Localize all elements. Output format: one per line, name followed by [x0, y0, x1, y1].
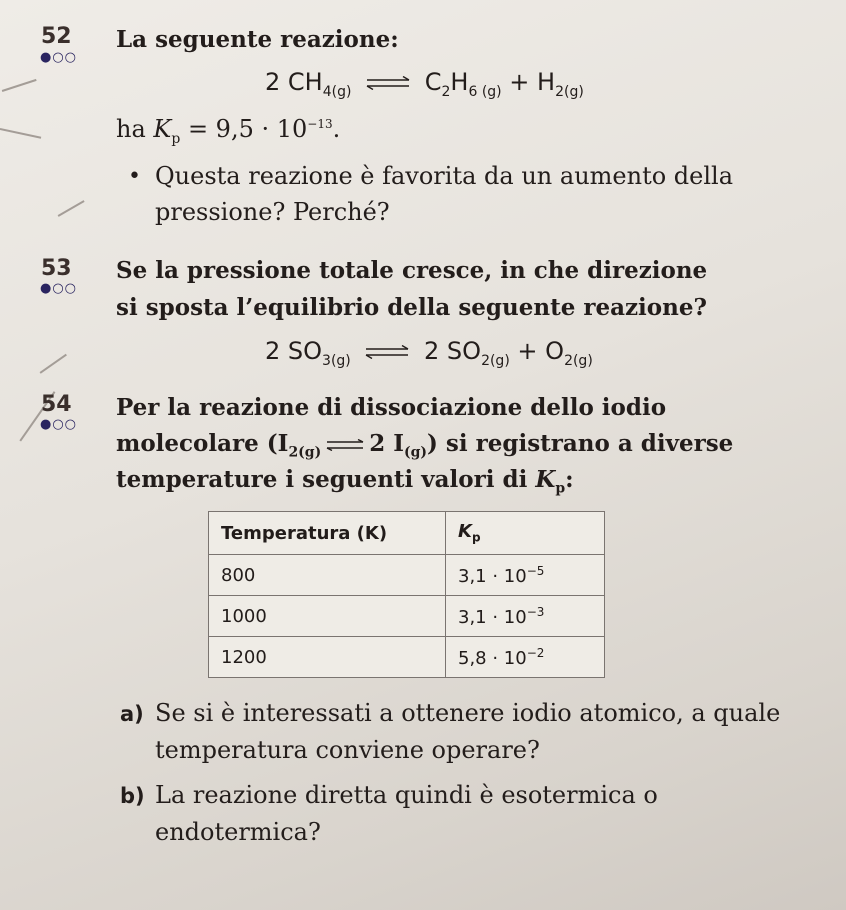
subscript: 2(g) — [288, 444, 322, 461]
subscript: p — [555, 480, 566, 497]
text: ) si registrano a diverse — [427, 430, 734, 457]
text: . — [332, 115, 341, 143]
subscript: 6 (g) — [468, 83, 502, 100]
exercise-intro: La seguente reazione: — [116, 26, 399, 53]
text: ha — [116, 115, 154, 143]
reaction-equation — [265, 337, 593, 369]
exercise-number: 54 — [41, 392, 72, 417]
kp-statement — [116, 115, 340, 147]
question-label: b) — [120, 784, 145, 808]
kp-cell — [446, 555, 605, 596]
table-row — [209, 637, 605, 678]
subscript: p — [471, 530, 481, 545]
difficulty-indicator: ●○○ — [40, 281, 78, 296]
exercise-text: si sposta l’equilibrio della seguente reazione? — [116, 294, 707, 321]
subscript: 2(g) — [564, 352, 593, 369]
coefficient: 2 — [265, 68, 281, 96]
question-line: temperatura conviene operare? — [155, 736, 540, 764]
kp-symbol: K — [153, 115, 172, 143]
header-kp — [446, 512, 605, 555]
question-label: a) — [120, 702, 144, 726]
formula: C — [424, 68, 442, 96]
reaction-equation — [265, 68, 584, 100]
kp-cell — [446, 596, 605, 637]
kp-cell — [446, 637, 605, 678]
exercise-number: 53 — [41, 256, 72, 281]
text: : — [565, 466, 574, 493]
equilibrium-arrows-icon — [364, 345, 410, 359]
margin-mark — [0, 128, 41, 138]
text: temperature i seguenti valori di — [116, 466, 536, 493]
question-line: pressione? Perché? — [155, 198, 390, 226]
plus-sign: + — [509, 68, 530, 96]
equilibrium-arrows-icon — [325, 439, 365, 451]
exercise-text: Se la pressione totale cresce, in che direzione — [116, 257, 708, 284]
formula: CH — [287, 68, 323, 96]
kp-mantissa: 3,1 · 10 — [458, 606, 527, 628]
question-line: endotermica? — [155, 818, 321, 846]
subscript: 2(g) — [555, 83, 584, 100]
subscript: 3(g) — [322, 352, 351, 369]
text: 2 I — [369, 430, 404, 457]
difficulty-indicator: ●○○ — [40, 417, 78, 432]
table-header-row — [209, 512, 605, 555]
exponent: −3 — [526, 604, 545, 619]
exponent: −5 — [526, 563, 545, 578]
temperature-cell: 1200 — [209, 637, 446, 678]
temperature-cell: 800 — [209, 555, 446, 596]
exercise-number: 52 — [41, 24, 72, 49]
temperature-cell: 1000 — [209, 596, 446, 637]
formula: 2 SO — [424, 337, 482, 365]
subscript: p — [171, 130, 181, 147]
exercise-text — [116, 430, 733, 461]
table-row — [209, 596, 605, 637]
equilibrium-arrows-icon — [365, 76, 411, 90]
subscript: 2 — [441, 83, 451, 100]
formula: H — [450, 68, 469, 96]
question-line: La reazione diretta quindi è esotermica o — [155, 781, 658, 809]
exercise-text — [116, 466, 574, 497]
difficulty-indicator: ●○○ — [40, 50, 78, 65]
formula: + O — [517, 337, 565, 365]
subscript: 4(g) — [322, 83, 352, 100]
kp-mantissa: 5,8 · 10 — [458, 647, 527, 669]
table-row — [209, 555, 605, 596]
subscript: (g) — [404, 444, 428, 461]
exponent: −13 — [307, 117, 333, 131]
text: molecolare (I — [116, 430, 289, 457]
margin-mark — [40, 354, 67, 374]
formula: 2 SO — [265, 337, 323, 365]
header-temperature: Temperatura (K) — [209, 512, 446, 555]
kp-mantissa: 3,1 · 10 — [458, 565, 527, 587]
subscript: 2(g) — [481, 352, 510, 369]
kp-symbol: K — [535, 466, 556, 493]
question-line: Questa reazione è favorita da un aumento della — [155, 162, 734, 190]
bullet-icon: • — [128, 164, 141, 189]
kp-table — [208, 511, 605, 678]
kp-value: = 9,5 · 10 — [180, 115, 308, 143]
question-line: Se si è interessati a ottenere iodio atomico, a quale — [155, 699, 781, 727]
exponent: −2 — [526, 645, 545, 660]
margin-mark — [2, 79, 37, 92]
formula: H — [537, 68, 556, 96]
margin-mark — [58, 200, 85, 216]
kp-symbol: K — [458, 521, 472, 543]
exercise-text: Per la reazione di dissociazione dello iodio — [116, 394, 667, 421]
